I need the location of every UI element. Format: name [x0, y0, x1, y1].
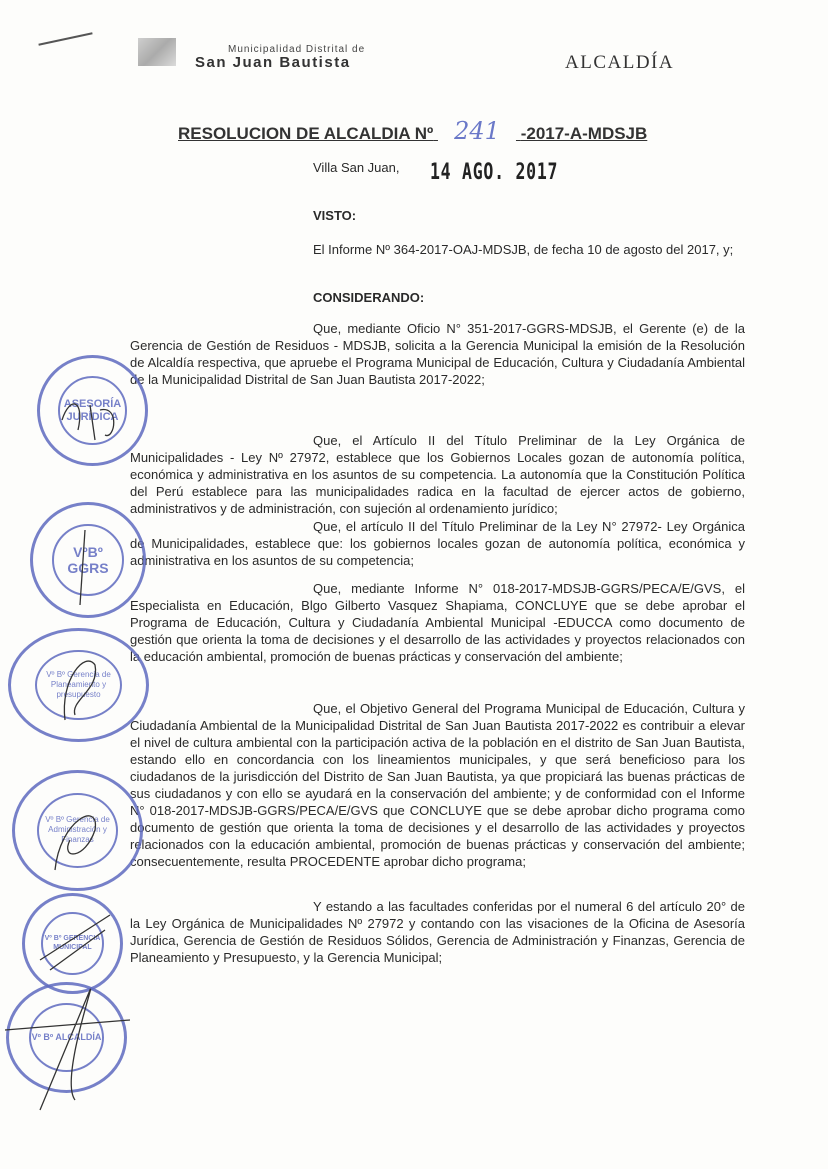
stamp-inner-text: Vº Bº GERENCIA MUNICIPAL — [41, 912, 104, 975]
resolution-title — [178, 117, 647, 145]
title-suffix: -2017-A-MDSJB — [520, 124, 648, 143]
paragraph-1: Que, mediante Oficio N° 351-2017-GGRS-MDSJB, el Gerente (e) de la Gerencia de Gestión de Residuos - MDSJB, solicita a la Gerencia Municipal la emisión de la Resolución de Alcaldía respectiva, que apruebe el Programa Municipal de Educación, Cultura y Ciudadanía Ambiental de la Municipalidad Distrital de San Juan Bautista 2017-2022; — [130, 321, 745, 387]
municipality-label: Municipalidad Distrital de — [228, 44, 366, 55]
stamp-inner-text: Vº Bº Gerencia de Administración y Finanzas — [37, 793, 119, 868]
stamp-gerencia-municipal — [22, 893, 123, 994]
stamp-inner-text: VºBº GGRS — [52, 524, 124, 596]
stamp-administracion — [12, 770, 143, 891]
paragraph-4: Que, mediante Informe N° 018-2017-MDSJB-GGRS/PECA/E/GVS, el Especialista en Educación, Blgo Gilberto Vasquez Shapiama, CONCLUYE que se debe aprobar el Programa de Educación, Cultura y Ciudadanía Ambiental Municipal -EDUCCA como documento de gestión que orienta la toma de decisiones y el desarrollo de las actividades y proyectos relacionados con la educación ambiental, promoción de buenas prácticas y conservación del ambiente; — [130, 581, 745, 664]
stamp-ggrs — [30, 502, 146, 618]
resolution-number: 241 — [454, 117, 500, 145]
stamp-asesoria-juridica — [37, 355, 148, 466]
paragraph-3: Que, el artículo II del Título Preliminar de la Ley N° 27972- Ley Orgánica de Municipalidades, establece que: los gobiernos locales gozan de autonomía política, económica y administrativa en los asuntos de su competencia; — [130, 519, 745, 568]
municipality-name: San Juan Bautista — [195, 54, 351, 71]
stamp-inner-text: ASESORÍA JURÍDICA — [58, 376, 127, 445]
municipality-logo — [138, 38, 176, 66]
visto-text: El Informe Nº 364-2017-OAJ-MDSJB, de fecha 10 de agosto del 2017, y; — [313, 242, 734, 257]
stamp-planeamiento — [8, 628, 149, 742]
date-stamp: 14 AGO. 2017 — [430, 160, 559, 185]
office-name: ALCALDÍA — [565, 52, 675, 73]
stamp-inner-text: Vº Bº Gerencia de Planeamiento y presupuesto — [35, 650, 123, 721]
paragraph-5: Que, el Objetivo General del Programa Municipal de Educación, Cultura y Ciudadanía Ambiental de la Municipalidad Distrital de San Juan Bautista 2017-2022 es contribuir a elevar el nivel de cultura ambiental con la participación activa de la población en el distrito de San Juan Bautista, estando ello en concordancia con los lineamientos municipales, y que será beneficioso para los ciudadanos de la jurisdicción del Distrito de San Juan Bautista, ya que propiciará las buenas prácticas de sus ciudadanos y con ello se ayudará en la conservación del ambiente; y de conformidad con el Informe N° 018-2017-MDSJB-GGRS/PECA/E/GVS que CONCLUYE que se debe aprobar dicho programa como documento de gestión que orienta la toma de decisiones y el desarrollo de las actividades y proyectos relacionados con la educación ambiental, promoción de buenas prácticas y conservación del ambiente; consecuentemente, resulta PROCEDENTE aprobar dicho programa; — [130, 701, 745, 869]
paragraph-6: Y estando a las facultades conferidas por el numeral 6 del artículo 20° de la Ley Orgánica de Municipalidades Nº 27972 y contando con las visaciones de la Oficina de Asesoría Jurídica, Gerencia de Gestión de Residuos Sólidos, Gerencia de Administración y Finanzas, Gerencia de Planeamiento y Presupuesto, y la Gerencia Municipal; — [130, 899, 745, 965]
stamp-alcaldia — [6, 982, 127, 1093]
paragraph-2: Que, el Artículo II del Título Preliminar de la Ley Orgánica de Municipalidades - Ley Nº 27972, establece que los Gobiernos Locales gozan de autonomía política, económica y administrativa en los asuntos de su competencia. La autonomía que la Constitución Política del Perú establece para las municipalidades radica en la facultad de ejercer actos de gobierno, administrativos y de administración, con sujeción al ordenamiento jurídico; — [130, 433, 745, 516]
place: Villa San Juan, — [313, 160, 400, 175]
title-prefix: RESOLUCION DE ALCALDIA Nº — [178, 124, 434, 143]
visto-heading: VISTO: — [313, 208, 357, 223]
pen-mark — [38, 32, 92, 45]
considerando-heading: CONSIDERANDO: — [313, 290, 425, 305]
stamp-inner-text: Vº Bº ALCALDÍA — [29, 1003, 104, 1072]
